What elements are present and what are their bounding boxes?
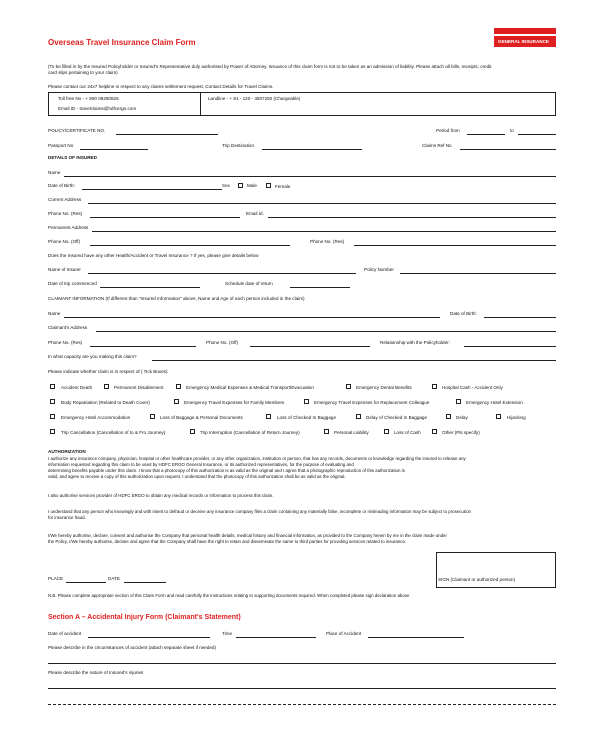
name-of-insurer-label: Name of Insurer (48, 267, 81, 272)
contact-box (48, 92, 556, 116)
contact-box-divider (200, 92, 201, 116)
claims-ref-field[interactable] (460, 149, 556, 150)
insured-heading: DETAILS OF INSURED (48, 155, 97, 160)
injuries-field[interactable] (48, 688, 556, 689)
place-of-accident-label: Place of Accident (326, 631, 362, 636)
scheduled-return-field[interactable] (290, 287, 350, 288)
fraud-warning-text: for insurance fraud. (48, 515, 86, 520)
loss-baggage-docs-label: Loss of Baggage & Personal Documents (160, 415, 243, 420)
claimant-dob-field[interactable] (484, 317, 556, 318)
current-address-field[interactable] (88, 203, 556, 204)
insured-dob-label: Date of Birth: (48, 183, 75, 188)
trip-destination-field[interactable] (262, 149, 362, 150)
emergency-medical-checkbox[interactable] (176, 384, 181, 389)
claimant-name-label: Name (48, 311, 61, 316)
authorization-heading: AUTHORIZATION (48, 449, 86, 454)
hotel-accommodation-label: Emergency Hotel Accommodation (61, 415, 131, 420)
insured-phone-res2-field[interactable] (354, 245, 556, 246)
email-id-field[interactable] (268, 217, 556, 218)
period-from-label: Period from (436, 128, 460, 133)
section-a-heading: Section A – Accidental Injury Form (Claimant's Statement) (48, 614, 241, 621)
claimant-address-label: Claimant's Address (48, 325, 88, 330)
delay-checkbox[interactable] (446, 414, 451, 419)
female-checkbox[interactable] (266, 183, 271, 188)
authorization-text: valid, and agree to receive a copy of this authorization upon request. I understand that the photocopy of this authorization shall be as valid as the original. (48, 474, 346, 479)
insured-phone-off-field[interactable] (90, 245, 290, 246)
personal-liability-checkbox[interactable] (324, 429, 329, 434)
hijacking-checkbox[interactable] (496, 414, 501, 419)
authorization-text: information requested regarding this claim to be used by HDFC ERGO General Insurance, or its authorized representatives, for the purpose of evaluating and (48, 462, 354, 467)
female-label: Female (275, 184, 291, 189)
emergency-medical-label: Emergency Medical Expenses & Medical Transport/Evacuation (186, 385, 314, 390)
travel-colleague-label: Emergency Travel Expenses for Replacement Colleague (314, 400, 430, 405)
current-address-label: Current Address (48, 197, 82, 202)
policy-no-label: POLICY/CERTIFICATE NO. (48, 128, 106, 133)
time-field[interactable] (236, 637, 316, 638)
male-checkbox[interactable] (238, 183, 243, 188)
hotel-accommodation-checkbox[interactable] (50, 414, 55, 419)
capacity-field[interactable] (152, 360, 556, 361)
authorization-text: I authorize any insurance company, physician, hospital or other healthcare provider, or any other organization, institution or person, that has any records, documents or knowledge regarding the insured to release any (48, 456, 466, 461)
place-field[interactable] (66, 582, 106, 583)
trip-commenced-field[interactable] (100, 287, 200, 288)
delay-checked-baggage-label: Delay of Checked In Baggage (366, 415, 428, 420)
date-of-accident-field[interactable] (88, 637, 210, 638)
loss-baggage-docs-checkbox[interactable] (150, 414, 155, 419)
capacity-question: In what capacity are you making this claim? (48, 354, 137, 359)
date-field[interactable] (124, 582, 166, 583)
claimant-heading: CLAIMANT INFORMATION (If different than "Insured Information" above, Name and Age of each person included in the claim) (48, 296, 305, 301)
relationship-label: Relationship with the Policyholder: (380, 340, 450, 345)
scheduled-return-label: Schedule date of return (225, 281, 273, 286)
trip-cancellation-label: Trip Cancellation (Cancellation of to & Fro Journey) (61, 430, 166, 435)
insured-name-label: Name (48, 170, 61, 175)
sex-label: Sex (222, 183, 230, 188)
policy-number-field[interactable] (400, 273, 556, 274)
body-repatriation-label: Body Repatriation (Related to Death Cover) (61, 400, 150, 405)
services-authorisation-text: I also authorise services provider of HDFC ERGO to obtain any medical records or information to process this claim. (48, 493, 274, 498)
form-title: Overseas Travel Insurance Claim Form (48, 38, 196, 47)
claimant-phone-off-label: Phone No. (Off) (206, 340, 239, 345)
insured-phone-res-label: Phone No. (Res) (48, 211, 83, 216)
insured-phone-res-field[interactable] (90, 217, 240, 218)
trip-interruption-checkbox[interactable] (190, 429, 195, 434)
accident-death-label: Accident Death (61, 385, 93, 390)
name-of-insurer-field[interactable] (88, 273, 356, 274)
intro-text: (To be filled in by the Insured Policyholder or Insured's Representative duly authorised by Power of Attorney. Issuance of this claim form is not to be taken as an admission of liability. Please attach all bills, receipts, credit (48, 64, 492, 69)
insured-phone-off-label: Phone No. (Off) (48, 239, 81, 244)
period-to-field[interactable] (518, 134, 556, 135)
landline-number: Landline - + 91 - 120 - 4507250 (Chargeable) (208, 96, 301, 101)
indicate-claim-label: Please indicate whether claim is in respect of ( Tick Boxes) (48, 369, 168, 374)
travel-family-checkbox[interactable] (174, 399, 179, 404)
relationship-field[interactable] (464, 346, 556, 347)
trip-cancellation-checkbox[interactable] (50, 429, 55, 434)
fraud-warning-text: I understand that any person who knowingly and with intent to defraud or deceive any insurance company files a claim containing any materially false, incomplete or misleading information may be subject to prosecution (48, 509, 471, 514)
permanent-address-label: Permanent Address (48, 225, 89, 230)
travel-family-label: Emergency Travel Expenses for Family Members (184, 400, 285, 405)
hotel-extension-label: Emergency Hotel Extension (466, 400, 523, 405)
other-label: Other (Pls specify) (442, 430, 480, 435)
hospital-cash-checkbox[interactable] (432, 384, 437, 389)
authorization-text: determining benefits payable under this claim. I know that a photocopy of this authorization is as valid as the original and I agree that a photographic reproduction of this authorization is (48, 468, 405, 473)
passport-no-field[interactable] (80, 149, 148, 150)
intro-text-2: card slips pertaining to your claim) (48, 70, 118, 75)
brand-logo-bar (494, 28, 556, 34)
claimant-dob-label: Date of Birth: (450, 311, 477, 316)
brand-label: GENERAL INSURANCE (498, 39, 549, 44)
insured-name-field[interactable] (64, 176, 556, 177)
claimant-name-field[interactable] (64, 317, 440, 318)
emergency-dental-checkbox[interactable] (346, 384, 351, 389)
consent-text: I/We hereby authorise, declare, consent and authorise the Company that personal health details, medical history and financial information, as provided to the Company herein by me in the claim made under (48, 533, 447, 538)
consent-text: the Policy, I/We hereby authorise, declare and agree that the Company shall have the right to retain and disseminate the same to third parties for providing services related to insurance. (48, 539, 407, 544)
describe-circumstances-label: Please describe in the circumstances of accident (attach separate sheet if needed) (48, 645, 217, 650)
hotel-extension-checkbox[interactable] (456, 399, 461, 404)
personal-liability-label: Personal Liability (334, 430, 369, 435)
male-label: Male (247, 183, 257, 188)
trip-commenced-label: Date of trip commenced (48, 281, 97, 286)
permanent-disablement-checkbox[interactable] (104, 384, 109, 389)
loss-of-cash-checkbox[interactable] (384, 429, 389, 434)
loss-of-cash-label: Loss of Cash (394, 430, 421, 435)
time-label: Time (222, 631, 233, 636)
emergency-dental-label: Emergency Dental Benefits (356, 385, 412, 390)
place-of-accident-field[interactable] (368, 637, 464, 638)
nb-note: N.B. Please complete appropriate section of this Claim Form and read carefully the instructions relating to supporting documents required. When completed please sign declaration above (48, 593, 410, 598)
circumstances-field[interactable] (48, 663, 556, 664)
permanent-disablement-label: Permanent Disablement (114, 385, 164, 390)
other-policy-question: Does the Insured have any other Health/Accident or Travel Insurance ? If yes, please give details below (48, 253, 259, 258)
delay-checked-baggage-checkbox[interactable] (356, 414, 361, 419)
email-id-label: Email Id. (246, 211, 264, 216)
place-label: PLACE (48, 576, 64, 581)
signature-label: SIGN (Claimant or authorized person) (438, 577, 516, 582)
body-repatriation-checkbox[interactable] (50, 399, 55, 404)
accident-death-checkbox[interactable] (50, 384, 55, 389)
insured-phone-res2-label: Phone No. (Res) (310, 239, 345, 244)
claims-ref-label: Claims Ref No (422, 143, 452, 148)
claimant-phone-off-field[interactable] (250, 346, 370, 347)
claimant-address-field[interactable] (96, 331, 556, 332)
policy-number-label: Policy Number (364, 267, 394, 272)
period-to-label: to (510, 128, 514, 133)
travel-colleague-checkbox[interactable] (304, 399, 309, 404)
brand-logo (494, 36, 556, 47)
helpline-note: Please contact our 24x7 helpline in respect to any claims settlement request. Contact Details for Travel Claims. (48, 84, 274, 89)
other-checkbox[interactable] (432, 429, 437, 434)
permanent-address-field[interactable] (92, 231, 556, 232)
signature-box[interactable] (436, 552, 556, 588)
date-label: DATE (108, 576, 120, 581)
claimant-phone-res-field[interactable] (90, 346, 196, 347)
claims-email: Email ID - travelclaims@hdfcergo.com (58, 106, 137, 111)
trip-interruption-label: Trip Interruption (Cancellation of Return Journey) (200, 430, 300, 435)
loss-checked-baggage-label: Loss of Checked In Baggage (277, 415, 336, 420)
injuries-field-2[interactable] (48, 704, 556, 705)
date-of-accident-label: Date of accident (48, 631, 82, 636)
insured-dob-field[interactable] (82, 189, 222, 190)
hijacking-label: Hijacking (507, 415, 526, 420)
describe-injuries-label: Please describe the nature of Insured's injuries (48, 670, 144, 675)
policy-no-field[interactable] (116, 134, 218, 135)
loss-checked-baggage-checkbox[interactable] (266, 414, 271, 419)
claimant-phone-res-label: Phone No. (Res) (48, 340, 83, 345)
passport-no-label: Passport No (48, 143, 74, 148)
hospital-cash-label: Hospital Cash - Accident Only (442, 385, 503, 390)
trip-destination-label: Trip Destination (222, 143, 254, 148)
period-from-field[interactable] (467, 134, 505, 135)
tollfree-number: Toll free No - + 800 08250825 (58, 96, 119, 101)
delay-label: Delay (456, 415, 468, 420)
